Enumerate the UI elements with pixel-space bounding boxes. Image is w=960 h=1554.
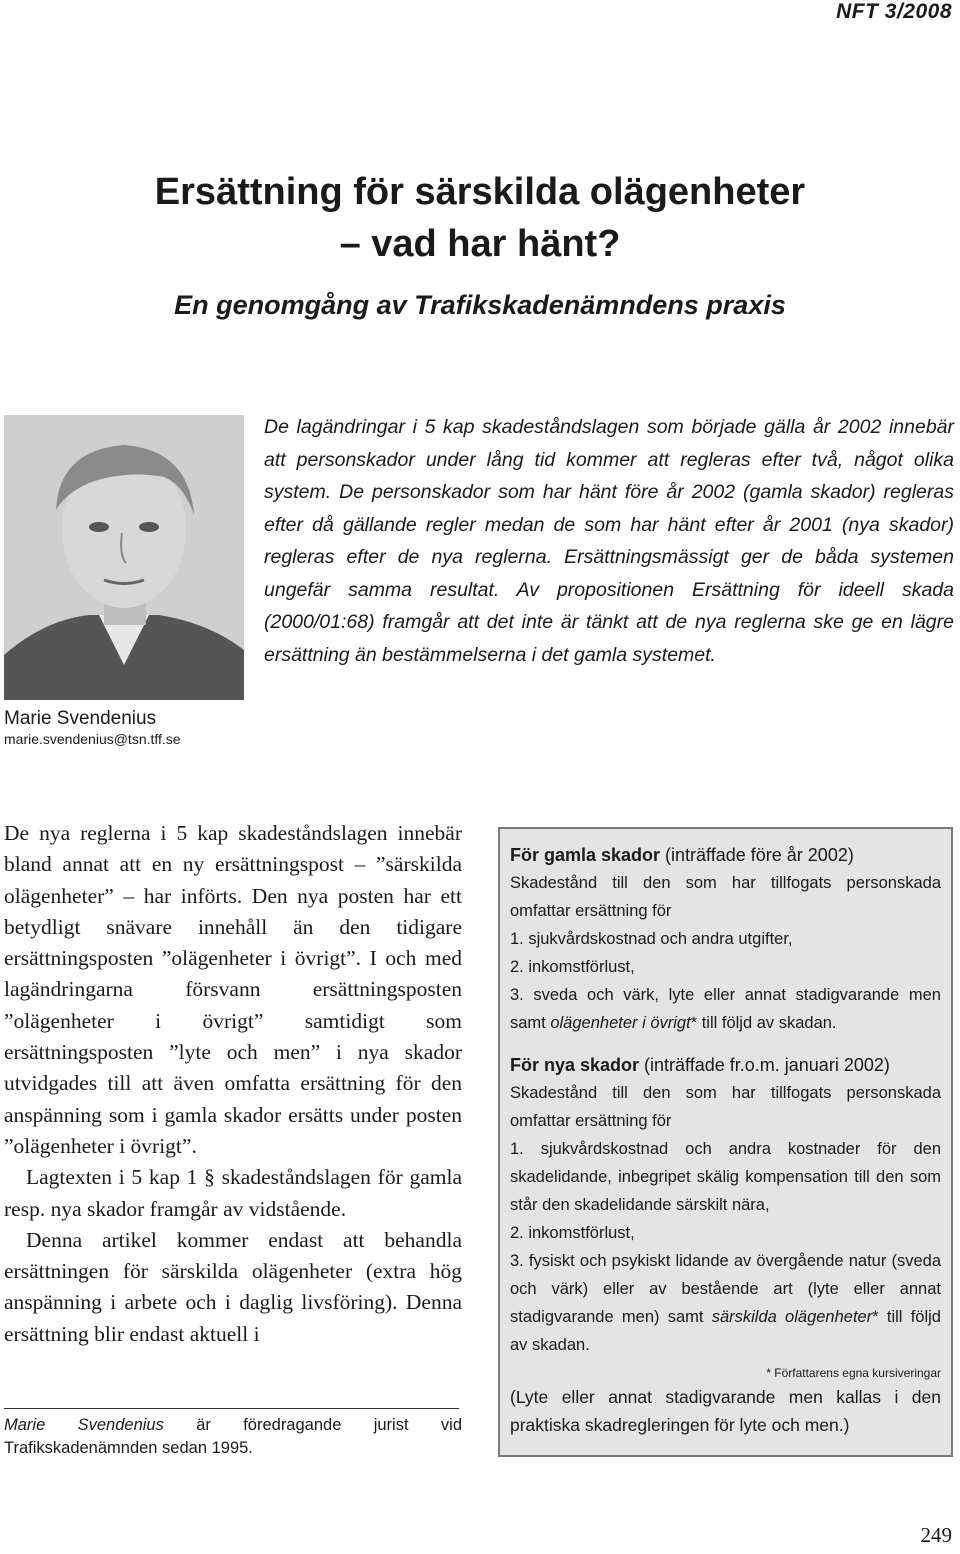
old-rules-item-2: 2. inkomstförlust,	[510, 958, 635, 976]
old-rules-intro: Skadestånd till den som har tillfogats personskada omfattar ersättning för	[510, 874, 941, 920]
title-line-1: Ersättning för särskilda olägenheter	[154, 171, 806, 213]
footnote-author-name: Marie Svendenius	[4, 1416, 164, 1434]
new-rules-item-3: 3. fysiskt och psykiskt lidande av övergående natur (sveda och värk) eller av bestående art (lyte eller annat stadigvarande men) samt särskilda olägenheter* till följd av skadan.	[510, 1252, 941, 1354]
lead-paragraph: De lagändringar i 5 kap skadeståndslagen som började gälla år 2002 innebär att personskador under lång tid kommer att regleras efter två, något olika system. De personskador som har hänt före år 2002 (gamla skador) regleras efter då gällande regler medan de som har hänt efter år 2001 (nya skador) regleras efter de nya reglerna. Ersättningsmässigt ger de båda systemen ungefär samma resultat. Av propositionen Ersättning för ideell skada (2000/01:68) framgår att det inte är tänkt att de nya reglerna ske ge en lägre ersättning än bestämmelserna i det gamla systemet.	[264, 416, 954, 666]
footnote-text: är föredragande jurist vid Trafikskadenämnden sedan 1995.	[4, 1416, 462, 1457]
page-number: 249	[920, 1523, 952, 1547]
old-rules-item-1: 1. sjukvårdskostnad och andra utgifter,	[510, 930, 793, 948]
author-footnote	[4, 1414, 462, 1460]
law-text-box	[498, 827, 953, 1457]
article-subtitle: En genomgång av Trafikskadenämndens praxis	[174, 290, 786, 320]
new-rules-heading: För nya skador (inträffade fr.o.m. januari 2002)	[510, 1055, 890, 1075]
author-photo	[4, 415, 244, 700]
author-italics-note: * Författarens egna kursiveringar	[766, 1366, 941, 1380]
footnote-divider	[4, 1408, 459, 1409]
article-title	[0, 166, 960, 270]
body-column	[4, 818, 462, 1350]
journal-issue: NFT 3/2008	[836, 0, 952, 23]
title-line-2: – vad har hänt?	[339, 223, 621, 265]
body-paragraph-1: De nya reglerna i 5 kap skadeståndslagen innebär bland annat att en ny ersättningspost – ”särskilda olägenheter” – har införts. Den nya posten har ett betydligt snävare innehåll än den tidigare ersättningsposten ”olägenheter i övrigt”. I och med lagändringarna försvann ersättningsposten ”olägenheter i övrigt” samtidigt som ersättningsposten ”lyte och men” i nya skador utvidgades till att även omfatta ersättning för den anspänning som i gamla skador ersätts under posten ”olägenheter i övrigt”.	[4, 821, 462, 1158]
box-closing-remark: (Lyte eller annat stadigvarande men kallas i den praktiska skadregleringen för lyte och men.)	[510, 1387, 941, 1435]
new-rules-item-1: 1. sjukvårdskostnad och andra kostnader för den skadelidande, inbegripet skälig kompensation till den som står den skadelidande särskilt nära,	[510, 1140, 941, 1214]
new-rules-intro: Skadestånd till den som har tillfogats personskada omfattar ersättning för	[510, 1084, 941, 1130]
author-email[interactable]: marie.svendenius@tsn.tff.se	[4, 731, 181, 747]
new-rules-item-2: 2. inkomstförlust,	[510, 1224, 635, 1242]
author-name: Marie Svendenius	[4, 708, 157, 729]
old-rules-item-3: 3. sveda och värk, lyte eller annat stadigvarande men samt olägenheter i övrigt* till följd av skadan.	[510, 986, 941, 1032]
old-rules-heading: För gamla skador (inträffade före år 2002)	[510, 845, 854, 865]
body-paragraph-2: Lagtexten i 5 kap 1 § skadeståndslagen för gamla resp. nya skador framgår av vidstående.	[4, 1165, 462, 1221]
body-paragraph-3: Denna artikel kommer endast att behandla ersättningen för särskilda olägenheter (extra hög anspänning i arbete och i daglig livsföring). Denna ersättning blir endast aktuell i	[4, 1227, 462, 1346]
